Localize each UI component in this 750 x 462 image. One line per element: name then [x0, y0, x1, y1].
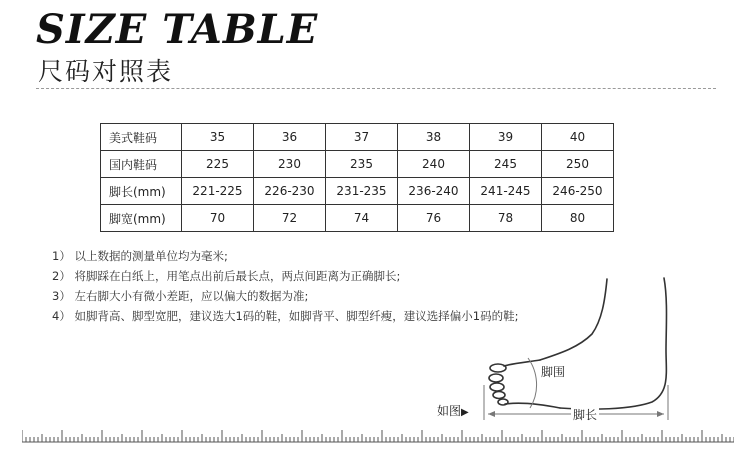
row-label: 国内鞋码 [101, 151, 182, 178]
table-cell: 235 [326, 151, 398, 178]
table-cell: 78 [470, 205, 542, 232]
table-cell: 250 [542, 151, 614, 178]
table-cell: 39 [470, 124, 542, 151]
note-item: 3） 左右脚大小有微小差距，应以偏大的数据为准; [52, 289, 309, 303]
note-item: 2） 将脚踩在白纸上，用笔点出前后最长点，两点间距离为正确脚长; [52, 269, 401, 283]
girth-label: 脚围 [541, 365, 566, 379]
table-cell: 231-235 [326, 178, 398, 205]
row-label: 脚宽(mm) [101, 205, 182, 232]
note-item: 1） 以上数据的测量单位均为毫米; [52, 249, 228, 263]
table-cell: 230 [254, 151, 326, 178]
length-arrow-right [657, 411, 664, 417]
table-cell: 70 [182, 205, 254, 232]
row-label: 美式鞋码 [101, 124, 182, 151]
ruler [22, 425, 734, 443]
play-arrow-icon: ▶ [461, 407, 469, 418]
table-cell: 36 [254, 124, 326, 151]
table-cell: 35 [182, 124, 254, 151]
table-cell: 225 [182, 151, 254, 178]
girth-measure-line [528, 358, 537, 408]
foot-outline [489, 278, 667, 409]
table-cell: 226-230 [254, 178, 326, 205]
table-cell: 76 [398, 205, 470, 232]
row-label: 脚长(mm) [101, 178, 182, 205]
table-cell: 236-240 [398, 178, 470, 205]
title-en: SIZE TABLE [36, 6, 319, 53]
table-cell: 38 [398, 124, 470, 151]
table-cell: 221-225 [182, 178, 254, 205]
title-cn: 尺码对照表 [38, 57, 174, 86]
table-cell: 241-245 [470, 178, 542, 205]
table-cell: 240 [398, 151, 470, 178]
table-cell: 246-250 [542, 178, 614, 205]
table-cell: 245 [470, 151, 542, 178]
length-label: 脚长 [573, 408, 598, 422]
length-arrow-left [488, 411, 495, 417]
table-cell: 74 [326, 205, 398, 232]
ruler-ticks [22, 430, 734, 442]
example-text: 如图 [437, 404, 462, 418]
table-cell: 40 [542, 124, 614, 151]
table-cell: 72 [254, 205, 326, 232]
example-label [437, 402, 469, 419]
table-cell: 80 [542, 205, 614, 232]
note-item: 4） 如脚背高、脚型宽肥，建议选大1码的鞋，如脚背平、脚型纤瘦，建议选择偏小1码的鞋; [52, 309, 519, 323]
table-cell: 37 [326, 124, 398, 151]
